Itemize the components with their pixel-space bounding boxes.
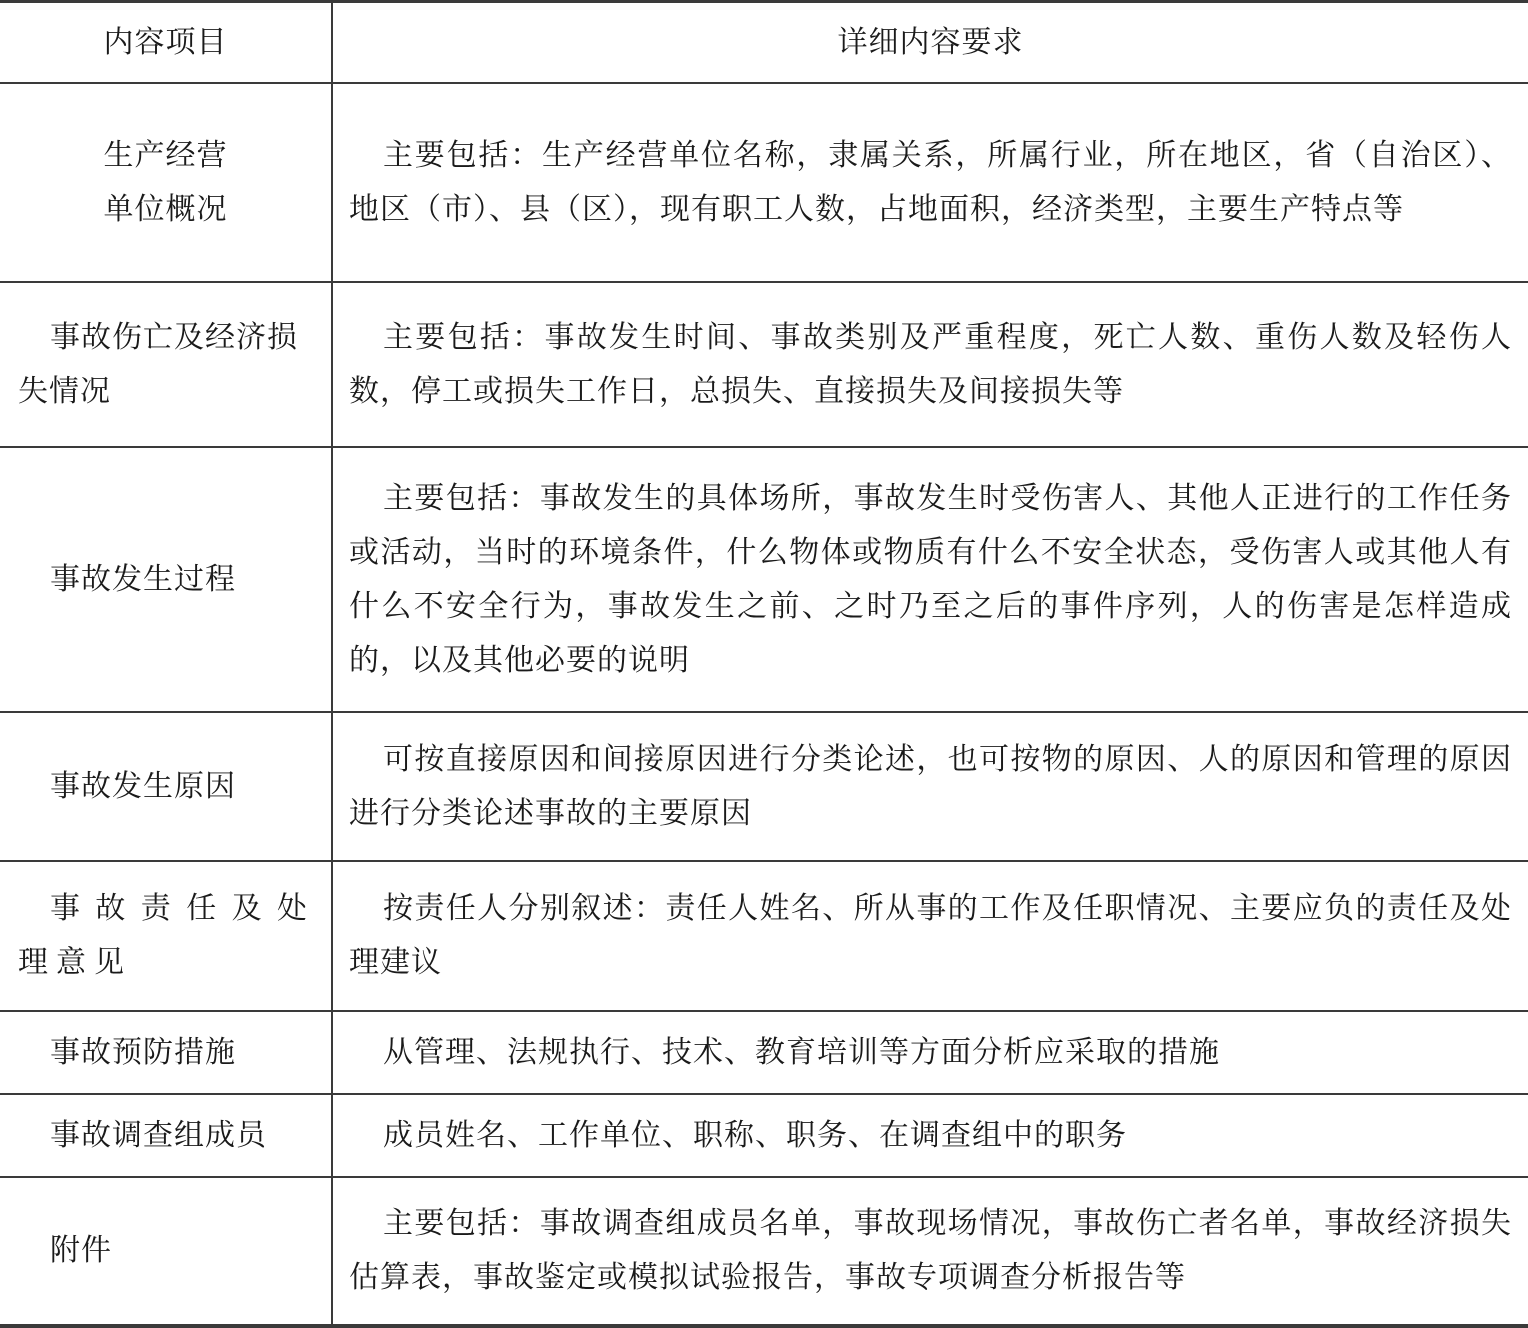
row-detail-text: 成员姓名、工作单位、职称、职务、在调查组中的职务 (383, 1117, 1127, 1153)
table-row-detail-cell (333, 713, 1528, 860)
row-detail-text: 主要包括：生产经营单位名称，隶属关系，所属行业，所在地区，省（自治区）、地区（市）、县（区），现有职工人数，占地面积，经济类型，主要生产特点等 (349, 137, 1512, 227)
table-row-item-cell (0, 1095, 331, 1176)
table-row-detail-cell (333, 84, 1528, 281)
header-detail-cell (333, 3, 1528, 82)
row-item-label: 事故责任及处理意见 (18, 891, 315, 980)
row-detail-text: 主要包括：事故发生时间、事故类别及严重程度，死亡人数、重伤人数及轻伤人数，停工或损失工作日，总损失、直接损失及间接损失等 (349, 319, 1512, 409)
row-item-label: 事故预防措施 (50, 1034, 236, 1070)
table-row-item-cell (0, 448, 331, 711)
table-bottom-rule (0, 1324, 1528, 1328)
row-detail-text: 从管理、法规执行、技术、教育培训等方面分析应采取的措施 (383, 1034, 1220, 1070)
row-item-label: 事故发生原因 (50, 768, 236, 804)
header-detail-label: 详细内容要求 (837, 24, 1024, 60)
table-row-detail-cell (333, 1012, 1528, 1093)
row-item-label: 事故调查组成员 (50, 1117, 267, 1153)
row-detail-text: 主要包括：事故发生的具体场所，事故发生时受伤害人、其他人正进行的工作任务或活动，当时的环境条件，什么物体或物质有什么不安全状态，受伤害人或其他人有什么不安全行为，事故发生之前、之时乃至之后的事件序列，人的伤害是怎样造成的，以及其他必要的说明 (349, 480, 1512, 678)
row-item-label: 附件 (50, 1233, 112, 1268)
row-detail-text: 主要包括：事故调查组成员名单，事故现场情况，事故伤亡者名单，事故经济损失估算表，事故鉴定或模拟试验报告，事故专项调查分析报告等 (349, 1206, 1512, 1295)
row-item-label: 生产经营单位概况 (103, 137, 228, 227)
table-row-detail-cell (333, 862, 1528, 1010)
table-row-item-cell (0, 713, 331, 860)
header-item-cell (0, 3, 331, 82)
table-row-detail-cell (333, 1178, 1528, 1324)
table-row-detail-cell (333, 448, 1528, 711)
table-row-item-cell (0, 84, 331, 281)
header-item-label: 内容项目 (103, 24, 228, 60)
table-row-item-cell (0, 1012, 331, 1093)
table-row-item-cell (0, 862, 331, 1010)
row-detail-text: 按责任人分别叙述：责任人姓名、所从事的工作及任职情况、主要应负的责任及处理建议 (349, 891, 1512, 980)
row-item-label: 事故伤亡及经济损失情况 (18, 319, 298, 409)
table-row-item-cell (0, 283, 331, 446)
table-row-item-cell (0, 1178, 331, 1324)
row-detail-text: 可按直接原因和间接原因进行分类论述，也可按物的原因、人的原因和管理的原因进行分类论述事故的主要原因 (349, 741, 1512, 831)
row-item-label: 事故发生过程 (50, 561, 236, 597)
table-row-detail-cell (333, 1095, 1528, 1176)
table-row-detail-cell (333, 283, 1528, 446)
